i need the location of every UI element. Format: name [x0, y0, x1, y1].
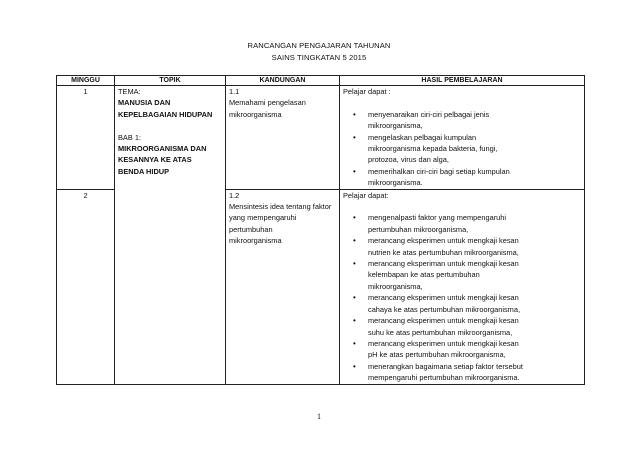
bab-text-line: BENDA HIDUP — [118, 166, 170, 176]
bab-text-line: KESANNYA KE ATAS — [118, 155, 192, 165]
bab-text-line: MIKROORGANISMA DAN — [118, 144, 207, 154]
outcome-point-line: pH ke atas pertumbuhan mikroorganisma, — [368, 350, 506, 360]
outcome-list — [343, 109, 581, 189]
content-number: 1.2 — [229, 190, 240, 200]
week-cell: 2 — [57, 189, 115, 384]
outcome-point — [343, 338, 581, 361]
outcome-point-line: • merancang eksperimen untuk mengkaji kesan — [368, 236, 519, 246]
document-title: RANCANGAN PENGAJARAN TAHUNAN — [247, 41, 391, 50]
outcome-point-line: • mengelaskan pelbagai kumpulan — [368, 132, 477, 142]
content-cell — [226, 189, 340, 384]
content-text-line: mikroorganisma — [229, 109, 282, 119]
outcome-point-line: protozoa, virus dan alga, — [368, 155, 449, 165]
content-number: 1.1 — [229, 87, 240, 96]
outcome-point — [343, 292, 581, 315]
outcome-point-line: mikroorganisma, — [368, 281, 423, 291]
document-subtitle: SAINS TINGKATAN 5 2015 — [271, 53, 367, 62]
table-row — [57, 86, 585, 190]
outcome-point-line: mempengaruhi pertumbuhan mikroorganisma. — [368, 373, 520, 383]
outcome-point — [343, 235, 581, 258]
outcome-point-line: • mengenalpasti faktor yang mempengaruhi — [368, 213, 507, 223]
outcome-point-line: mikroorganisma, — [368, 121, 423, 131]
teaching-plan-table — [56, 75, 585, 385]
header-topik: TOPIK — [115, 76, 226, 86]
outcome-point — [343, 258, 581, 292]
content-cell — [226, 86, 340, 190]
tema-text-line: KEPELBAGAIAN HIDUPAN — [118, 109, 213, 119]
content-text-line: Mensintesis idea tentang faktor — [229, 202, 332, 212]
outcome-point-line: • menyenaraikan ciri-ciri pelbagai jenis — [368, 109, 490, 119]
outcome-lead: Pelajar dapat : — [343, 87, 391, 96]
header-minggu: MINGGU — [57, 76, 115, 86]
bab-label: BAB 1: — [118, 132, 142, 142]
outcome-cell — [340, 189, 585, 384]
outcome-point-line: • merancang eksperimen untuk mengkaji kesan — [368, 293, 519, 303]
tema-text-line: MANUSIA DAN — [118, 98, 171, 108]
outcome-point-line: cahaya ke atas pertumbuhan mikroorganisma, — [368, 304, 520, 314]
content-text-line: mikroorganisma — [229, 236, 282, 246]
content-text-line: yang mempengaruhi pertumbuhan — [229, 213, 297, 234]
outcome-point-line: • merancang eksperimen untuk mengkaji kesan — [368, 316, 519, 326]
topic-cell — [115, 86, 226, 385]
outcome-point-line: mikroorganisma. — [368, 178, 423, 188]
outcome-point — [343, 361, 581, 384]
outcome-point — [343, 166, 581, 189]
table-header-row — [57, 76, 585, 86]
outcome-point-line: mikroorganisma kepada bakteria, fungi, — [368, 144, 498, 154]
week-cell: 1 — [57, 86, 115, 190]
outcome-point-line: suhu ke atas pertumbuhan mikroorganisma, — [368, 327, 513, 337]
page-number: 1 — [317, 412, 321, 421]
content-text-line: Memahami pengelasan — [229, 98, 306, 108]
outcome-point-line: kelembapan ke atas pertumbuhan — [368, 270, 480, 280]
header-kandungan: KANDUNGAN — [226, 76, 340, 86]
outcome-point-line: • merancang eksperimen untuk mengkaji kesan — [368, 338, 519, 348]
outcome-point-line: • menerangkan bagaimana setiap faktor tersebut — [368, 361, 523, 371]
outcome-point — [343, 212, 581, 235]
tema-label: TEMA: — [118, 87, 141, 96]
outcome-point — [343, 109, 581, 132]
outcome-point-line: • merancang eksperiman untuk mengkaji kesan — [368, 259, 519, 269]
outcome-point — [343, 315, 581, 338]
outcome-point-line: nutrien ke atas pertumbuhan mikroorganisma, — [368, 247, 519, 257]
outcome-cell — [340, 86, 585, 190]
outcome-point-line: pertumbuhan mikroorganisma, — [368, 224, 469, 234]
outcome-lead: Pelajar dapat: — [343, 190, 389, 200]
header-hasil-pembelajaran: HASIL PEMBELAJARAN — [340, 76, 585, 86]
outcome-point-line: • memerihalkan ciri-ciri bagi setiap kumpulan — [368, 166, 510, 176]
outcome-point — [343, 132, 581, 166]
outcome-list — [343, 212, 581, 383]
